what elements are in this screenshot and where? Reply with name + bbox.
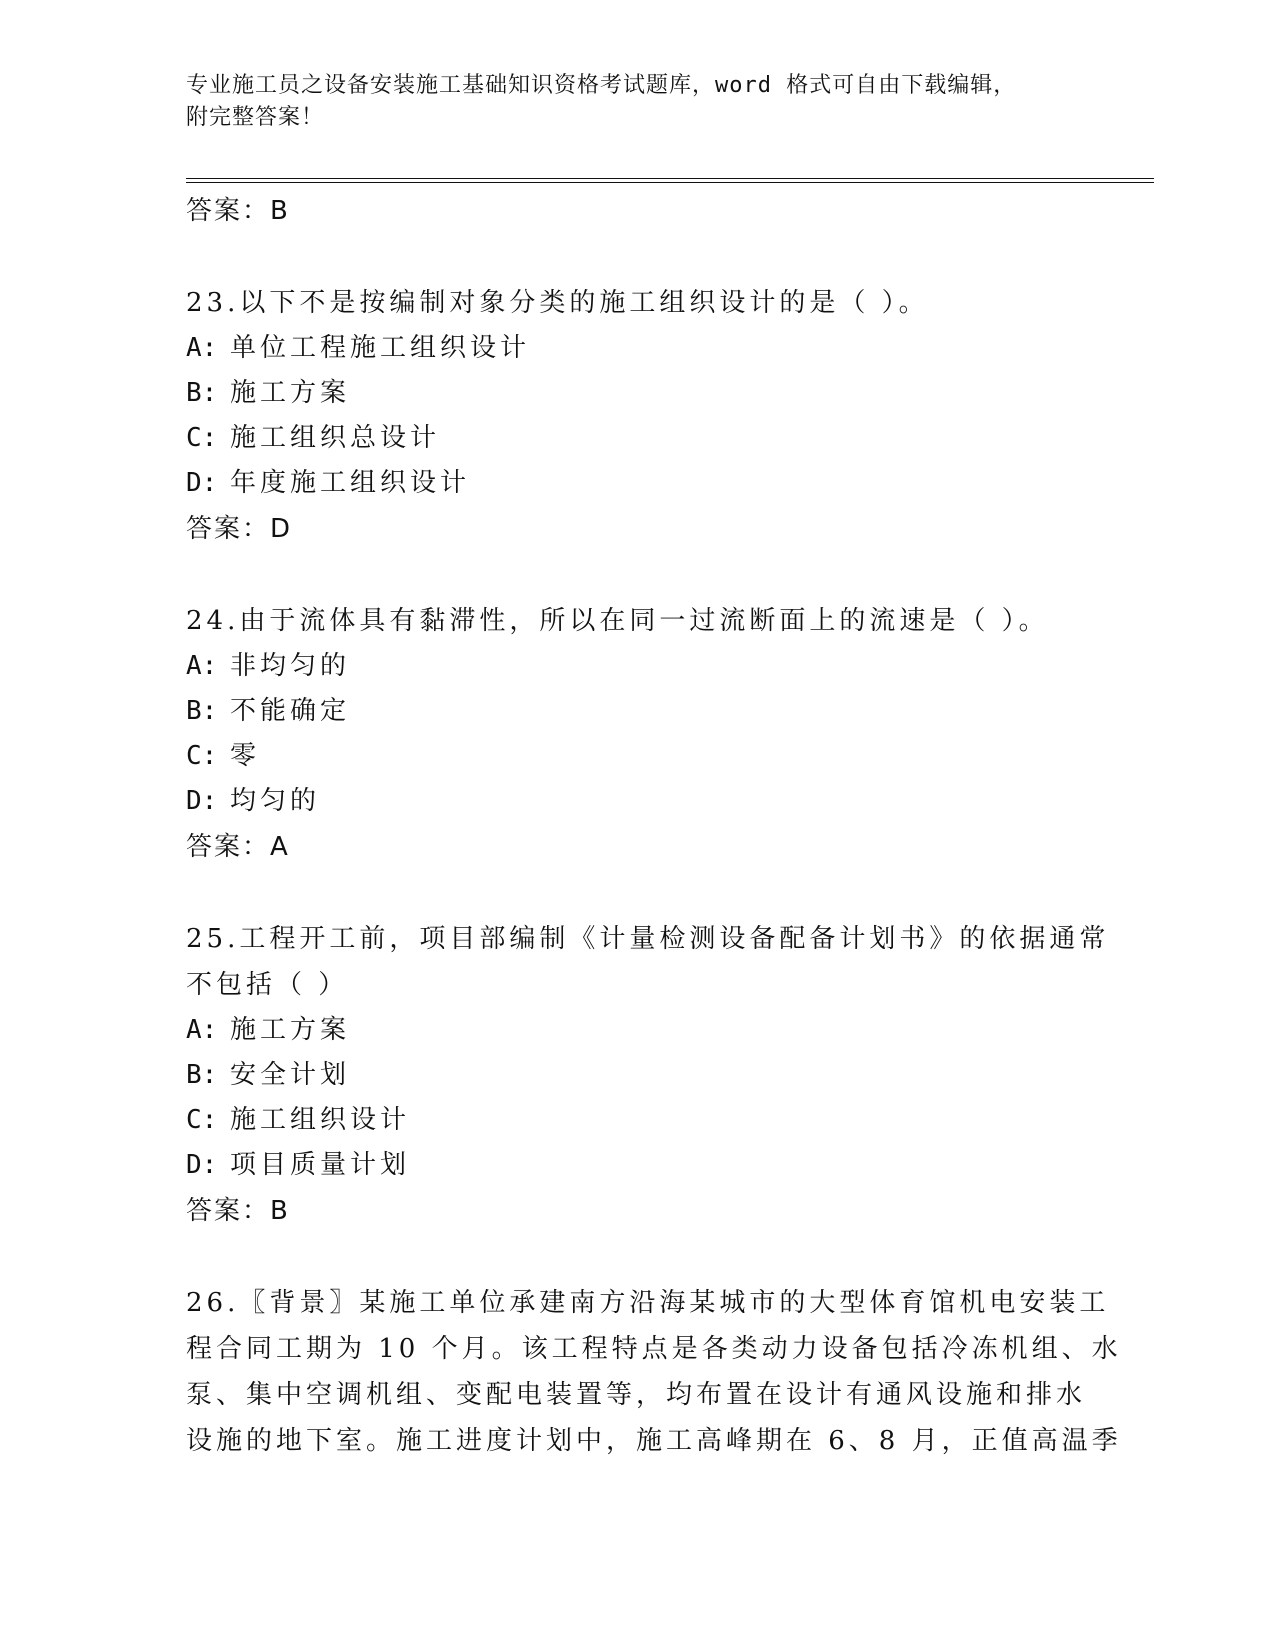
option-text: 施工组织总设计 <box>230 423 441 453</box>
question-text-continued: 不包括（ ） <box>186 970 349 1000</box>
option-b <box>186 1053 1154 1098</box>
option-key: A: <box>186 1015 218 1045</box>
answer: 答案：A <box>186 832 290 862</box>
option-text: 零 <box>230 741 261 771</box>
option-key: B: <box>186 378 218 408</box>
question-text-continued: 程合同工期为 10 个月。该工程特点是各类动力设备包括冷冻机组、水 <box>186 1334 1122 1364</box>
spacer <box>186 234 1154 280</box>
option-text: 均匀的 <box>230 786 321 816</box>
option-key: C: <box>186 423 218 453</box>
option-key: D: <box>186 786 218 816</box>
option-b <box>186 689 1154 734</box>
question-25 <box>186 916 1154 1234</box>
option-text: 施工方案 <box>230 1015 351 1045</box>
option-key: D: <box>186 1150 218 1180</box>
header-divider-top <box>186 178 1154 179</box>
option-text: 施工方案 <box>230 378 351 408</box>
option-a <box>186 1008 1154 1053</box>
option-text: 项目质量计划 <box>230 1150 411 1180</box>
option-c <box>186 1098 1154 1143</box>
header-line-2: 附完整答案！ <box>186 105 325 130</box>
question-text-continued: 泵、集中空调机组、变配电装置等，均布置在设计有通风设施和排水 <box>186 1380 1087 1410</box>
question-23 <box>186 280 1154 552</box>
option-key: B: <box>186 696 218 726</box>
option-text: 单位工程施工组织设计 <box>230 333 531 363</box>
question-text-continued: 设施的地下室。施工进度计划中，施工高峰期在 6、8 月，正值高温季 <box>186 1426 1122 1456</box>
option-c <box>186 416 1154 461</box>
question-text: 26.〖背景〗某施工单位承建南方沿海某城市的大型体育馆机电安装工 <box>186 1288 1110 1318</box>
header-line-1: 专业施工员之设备安装施工基础知识资格考试题库，word 格式可自由下载编辑， <box>186 73 1017 98</box>
header-divider-bottom <box>186 182 1154 183</box>
option-key: B: <box>186 1060 218 1090</box>
option-d <box>186 779 1154 824</box>
question-text: 24.由于流体具有黏滞性，所以在同一过流断面上的流速是（ ）。 <box>186 606 1049 636</box>
question-24 <box>186 598 1154 870</box>
option-text: 非均匀的 <box>230 651 351 681</box>
option-a <box>186 326 1154 371</box>
option-key: C: <box>186 741 218 771</box>
option-b <box>186 371 1154 416</box>
option-a <box>186 644 1154 689</box>
option-text: 年度施工组织设计 <box>230 468 471 498</box>
answer: 答案：D <box>186 514 293 544</box>
question-list <box>186 188 1154 1464</box>
answer: 答案：B <box>186 1196 290 1226</box>
spacer <box>186 552 1154 598</box>
option-c <box>186 734 1154 779</box>
option-text: 安全计划 <box>230 1060 351 1090</box>
spacer <box>186 870 1154 916</box>
option-text: 施工组织设计 <box>230 1105 411 1135</box>
question-text: 23.以下不是按编制对象分类的施工组织设计的是（ ）。 <box>186 288 929 318</box>
option-key: A: <box>186 333 218 363</box>
question-text: 25.工程开工前，项目部编制《计量检测设备配备计划书》的依据通常 <box>186 924 1110 954</box>
option-key: C: <box>186 1105 218 1135</box>
previous-answer: 答案：B <box>186 196 290 226</box>
spacer <box>186 1234 1154 1280</box>
option-key: A: <box>186 651 218 681</box>
option-key: D: <box>186 468 218 498</box>
option-d <box>186 1143 1154 1188</box>
document-header <box>186 70 1086 134</box>
option-d <box>186 461 1154 506</box>
option-text: 不能确定 <box>230 696 351 726</box>
question-26 <box>186 1280 1154 1464</box>
